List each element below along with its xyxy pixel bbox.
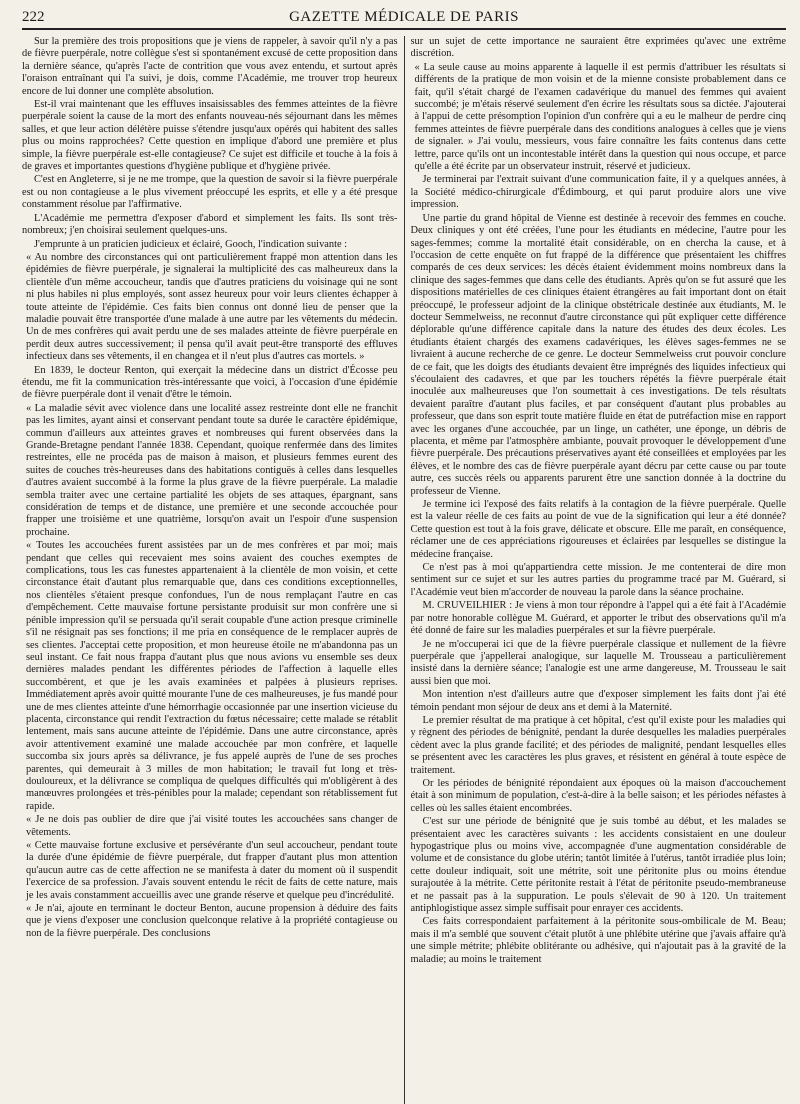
paragraph: Sur la première des trois propositions que je viens de rappeler, à savoir qu'il n'y a pas de fièvre puerpérale, notre collègue s'est si spontanément excusé de cette proposition dans la dernière séance, qu'après l'acte de contrition que vous avez entendu, et surtout après l'oraison entraînant qui l'a suivi, je dois, comme l'Académie, me trouver trop heureux encore de lui donner une complète absolution. <box>22 36 398 97</box>
paragraph: « Je ne dois pas oublier de dire que j'ai visité toutes les accouchées sans changer de vêtements. <box>26 814 398 838</box>
page-number: 222 <box>22 9 45 25</box>
paragraph: « Toutes les accouchées furent assistées par un de mes confrères et par moi; mais pendant que celles qui recevaient mes soins avaient des couches exemptes de complications, tous les cas funestes appartenaient à la clientèle de mon voisin, et cette circonstance était d'autant plus remarquable que, dans ces conditions exceptionnelles, nos clientèles s'étaient presque confondues, l'un de nous remplaçant l'autre en cas d'empêchement. Cette mauvaise fortune persistante produisit sur mon confrère une si pénible impression qu'il se persuada qu'il serait coupable d'une action presque criminelle s'il ne résignait pas ses fonctions; il me pria en conséquence de le remplacer auprès de ses clientes. J'acceptai cette proposition, et mon heureuse étoile ne m'abandonna pas un seul instant. Ce fait nous frappa d'autant plus que nous avions vu ensemble ses deux dernières malades pendant les différentes périodes de l'affection à laquelle elles succombèrent, et que je les avais examinées et palpées à plusieurs reprises. Immédiatement après avoir quitté mourante l'une de ces malheureuses, je fus mandé pour une de mes clientes atteinte d'une hémorrhagie occasionnée par une insertion vicieuse du placenta, circonstance qui rendit l'extraction du fœtus nécessaire; cette malade se rétablit lentement, mais sans aucune atteinte de l'épidémie. Dans une autre circonstance, après avoir attentivement examiné une malade accouchée par mon confrère, et laquelle succomba six jours après sa délivrance, je fus appelé auprès de l'une de ses proches parentes, qui demeurait à 3 milles de mon habitation; le travail fut long et très-douloureux, et la délivrance se compliqua de quelques difficultés qui m'obligèrent à des manœuvres prolongées et très-pénibles pour la malade; cependant son rétablissement fut rapide. <box>26 540 398 812</box>
paragraph: Ce n'est pas à moi qu'appartiendra cette mission. Je me contenterai de dire mon sentiment sur ce sujet et sur les autres parties du programme tracé par M. Guérard, si l'Académie veut bien m'accorder de nouveau la parole dans la séance prochaine. <box>410 562 786 598</box>
paragraph: Une partie du grand hôpital de Vienne est destinée à recevoir des femmes en couche. Deux cliniques y ont été créées, l'une pour les étudiants en médecine, l'autre pour les sages-femmes; comme la mortalité était considérable, on en chercha la cause, et à l'occasion de cette enquête on fut frappé de la différence que présentaient les chiffres comparés de ces deux services: les décès étaient évidemment moins nombreux dans la clinique des sages-femmes que dans celle des étudiants. Après qu'on se fut assuré que les dispositions matérielles de ces cliniques étaient étrangères au fait important dont on était préoccupé, le professeur adjoint de la clinique obstétricale destinée aux étudiants, M. le docteur Semmelweiss, ne reconnut d'autre circonstance qui pût expliquer cette différence déplorable qu'une différence capitale dans la nature des études des deux écoles. Les étudiants étaient chargés des examens cadavériques, les élèves sages-femmes ne se livraient à aucune recherche de ce genre. Le docteur Semmelweiss crut pouvoir conclure de ce fait, que les doigts des étudiants devaient être imprégnés des liquides infectieux qui s'écoulaient des cadavres, et que par les touchers répétés la fièvre puerpérale était inoculée aux malheureuses que l'on soumettait à ces investigations. De tels résultats devaient paraître d'autant plus faciles, et par conséquent d'autant plus probables au professeur, que dans son esprit toute matière fluide en état de putréfaction mise en rapport avec les organes d'une accouchée, par un linge, un cathéter, une éponge, un débris de placenta, et même par l'atmosphère ambiante, pouvait provoquer le développement d'une fièvre puerpérale. Des précautions préservatives ayant été conseillées et employées par les élèves, et le nombre des cas de fièvre puerpérale ayant décru par cette cause ou par toute autre, ces succès réels ou apparents parurent être une sanction donnée à la doctrine du professeur de Vienne. <box>410 212 786 497</box>
paragraph: Je terminerai par l'extrait suivant d'une communication faite, il y a quelques années, à la Société médico-chirurgicale d'Édimbourg, et qui parut produire alors une vive impression. <box>410 174 786 211</box>
left-column <box>22 36 398 1104</box>
article-body <box>22 36 786 1104</box>
paragraph: Mon intention n'est d'ailleurs autre que d'exposer simplement les faits dont j'ai été témoin pendant mon séjour de deux ans et demi à la Maternité. <box>410 689 786 713</box>
paragraph: « Je n'ai, ajoute en terminant le docteur Benton, aucune propension à déduire des faits que je viens d'exposer une conclusion quelconque relative à la propriété contagieuse ou non de la fièvre puerpérale. Des conclusions <box>26 903 398 939</box>
paragraph: Le premier résultat de ma pratique à cet hôpital, c'est qu'il existe pour les maladies qui y règnent des périodes de bénignité, pendant la durée desquelles les maladies puerpérales cèdent avec la plus grande facilité; et des périodes de malignité, pendant lesquelles elles se présentent avec les caractères les plus graves, et résistent en général à toute espèce de traitement. <box>410 714 786 776</box>
right-column <box>411 36 787 1104</box>
paragraph: M. CRUVEILHIER : Je viens à mon tour répondre à l'appel qui a été fait à l'Académie par notre honorable collègue M. Guérard, et apporter le tribut des observations qu'il m'a été donné de faire sur les maladies puerpérales et sur la fièvre puerpérale. <box>410 600 786 637</box>
paragraph: « La maladie sévit avec violence dans une localité assez restreinte dont elle ne franchit pas les limites, ayant ainsi et conservant pendant toute sa durée le caractère épidémique, commun d'ailleurs aux atteintes graves et nombreuses qui furent observées dans la Grande-Bretagne pendant l'année 1838. Cependant, quoique renfermée dans des limites restreintes, elle ne procéda pas de maison à maison, et plusieurs femmes eurent des suites de couches très-heureuses dans des habitations contiguës à celles dans lesquelles d'autres avaient succombé à la forme la plus grave de la fièvre puerpérale. La maladie sembla traiter avec une certaine partialité les objets de ses attaques, épargnant, sans considération de temps et de distance, une première et une seconde accouchée pour frapper une troisième et une quatrième, lorsqu'on avait un l'espoir d'une suspension prochaine. <box>26 402 398 538</box>
paragraph: C'est en Angleterre, si je ne me trompe, que la question de savoir si la fièvre puerpérale est ou non contagieuse a le plus vivement préoccupé les esprits, et elle y a été presque constamment résolue par l'affirmative. <box>22 174 398 211</box>
paragraph: Je termine ici l'exposé des faits relatifs à la contagion de la fièvre puerpérale. Quelle est la valeur réelle de ces faits au point de vue de la signification qui leur a été donnée? Cette question est tout à la fois grave, délicate et obscure. Elle me paraît, en conséquence, réclamer une de ces appréciations rigoureuses et éclairées par lesquelles se distingue la médecine française. <box>410 499 786 560</box>
paragraph: Est-il vrai maintenant que les effluves insaisissables des femmes atteintes de la fièvre puerpérale soient la cause de la mort des enfants nouveau-nés séjournant dans les mêmes salles, et que leur action délétère puisse s'étendre jusqu'aux opérés qui habitent des salles plus ou moins rapprochées? Cette question en implique d'abord une première et plus simple, la fièvre puerpérale est-elle contagieuse? Ce sujet est difficile et touche à la fois à de graves et importantes questions d'hygiène publique et d'hygiène privée. <box>22 99 398 173</box>
paragraph: Ces faits correspondaient parfaitement à la péritonite sous-ombilicale de M. Beau; mais il m'a semblé que souvent c'était plutôt à une phlébite utérine que j'avais affaire qu'à une simple métrite; phlébite oblitérante ou adhésive, qui n'ajoutait pas à la gravité de la maladie; au moins le traitement <box>410 916 786 965</box>
column-divider <box>404 36 405 1104</box>
paragraph: « Au nombre des circonstances qui ont particulièrement frappé mon attention dans les épidémies de fièvre puerpérale, je signalerai la multiplicité des cas malheureux dans la clientèle d'un même accoucheur, tandis que d'autres praticiens du voisinage qui ne sont ni plus habiles ni plus employés, sont assez heureux pour voir leurs clientes échapper à toute atteinte de l'épidémie. Ces faits bien connus ont donné lieu de penser que la maladie pouvait être transportée d'une malade à une autre par les vêtements du médecin. Un de mes confrères qui avait perdu une de ses malades atteinte de fièvre puerpérale en perdit deux autres successivement; il pensa qu'il avait peut-être transporté des effluves infectieux dans ses vêtements, il en changea et il n'eut plus d'autres cas mortels. » <box>26 251 398 363</box>
page-header <box>22 6 786 30</box>
paragraph: sur un sujet de cette importance ne sauraient être exprimées qu'avec une extrême discrétion. <box>410 36 786 60</box>
paragraph: « Cette mauvaise fortune exclusive et persévérante d'un seul accoucheur, pendant toute la durée d'une épidémie de fièvre puerpérale, dut frapper d'autant plus mon attention qu'aucun autre cas de cette affection ne se manifesta à dater du moment où il suspendit l'exercice de sa profession. J'avais souvent entendu le récit de faits de cette nature, mais je les avais constamment accueillis avec une grande réserve et quelque peu d'incrédulité. <box>26 840 398 901</box>
paragraph: L'Académie me permettra d'exposer d'abord et simplement les faits. Ils sont très-nombreux; j'en choisirai seulement quelques-uns. <box>22 212 398 237</box>
running-title: GAZETTE MÉDICALE DE PARIS <box>289 9 519 25</box>
paragraph: J'emprunte à un praticien judicieux et éclairé, Gooch, l'indication suivante : <box>34 238 348 250</box>
paragraph: « La seule cause au moins apparente à laquelle il est permis d'attribuer les résultats si différents de la pratique de mon voisin et de la mienne consiste probablement dans ce fait, qu'il s'était chargé de l'examen cadavérique du manuel des femmes qui avaient succombé; je m'étais réservé seulement d'en écrire les résultats sous sa dictée. J'ajouterai à l'appui de cette présomption l'opinion d'un confrère qui a eu le malheur de perdre cinq femmes atteintes de fièvre puerpérale dans des conditions analogues à celles que je viens de signaler. » J'ai voulu, messieurs, vous faire connaître les faits contenus dans cette lettre, parce qu'ils ont un incontestable intérêt dans la question qui nous occupe, et parce qu'elle a été écrite par un observateur instruit, réservé et judicieux. <box>414 61 786 173</box>
paragraph: Je ne m'occuperai ici que de la fièvre puerpérale classique et nullement de la fièvre puerpérale que j'appellerai analogique, sur laquelle M. Trousseau a particulièrement insisté dans la dernière séance; l'analogie est une arme dangereuse, M. Trousseau le sait aussi bien que moi. <box>410 638 786 687</box>
paragraph: Or les périodes de bénignité répondaient aux époques où la maison d'accouchement était à son minimum de population, c'est-à-dire à la belle saison; et les périodes néfastes à celles où les salles étaient encombrées. <box>410 777 786 814</box>
paragraph: C'est sur une période de bénignité que je suis tombé au début, et les malades se présentaient avec les caractères suivants : les accidents consistaient en une douleur hypogastrique plus ou moins vive, accompagnée d'une augmentation considérable de volume et de consistance du globe utérin; tantôt limitée à l'utérus, tantôt irradiée plus loin; cette douleur indiquait, soit une métrite, soit une péritonite plus ou moins étendue surajoutée à la métrite. Cette péritonite restait à l'état de péritonite pseudo-membraneuse et ne passait pas à la suppuration. Le pouls s'élevait de 90 à 120. Un traitement antiphlogistique assez simple suffisait pour enrayer ces accidents. <box>410 816 786 915</box>
paragraph: En 1839, le docteur Renton, qui exerçait la médecine dans un district d'Écosse peu étendu, me fit la communication très-intéressante que voici, à l'occasion d'une épidémie de fièvre puerpérale dont il venait d'être le témoin. <box>22 364 398 401</box>
